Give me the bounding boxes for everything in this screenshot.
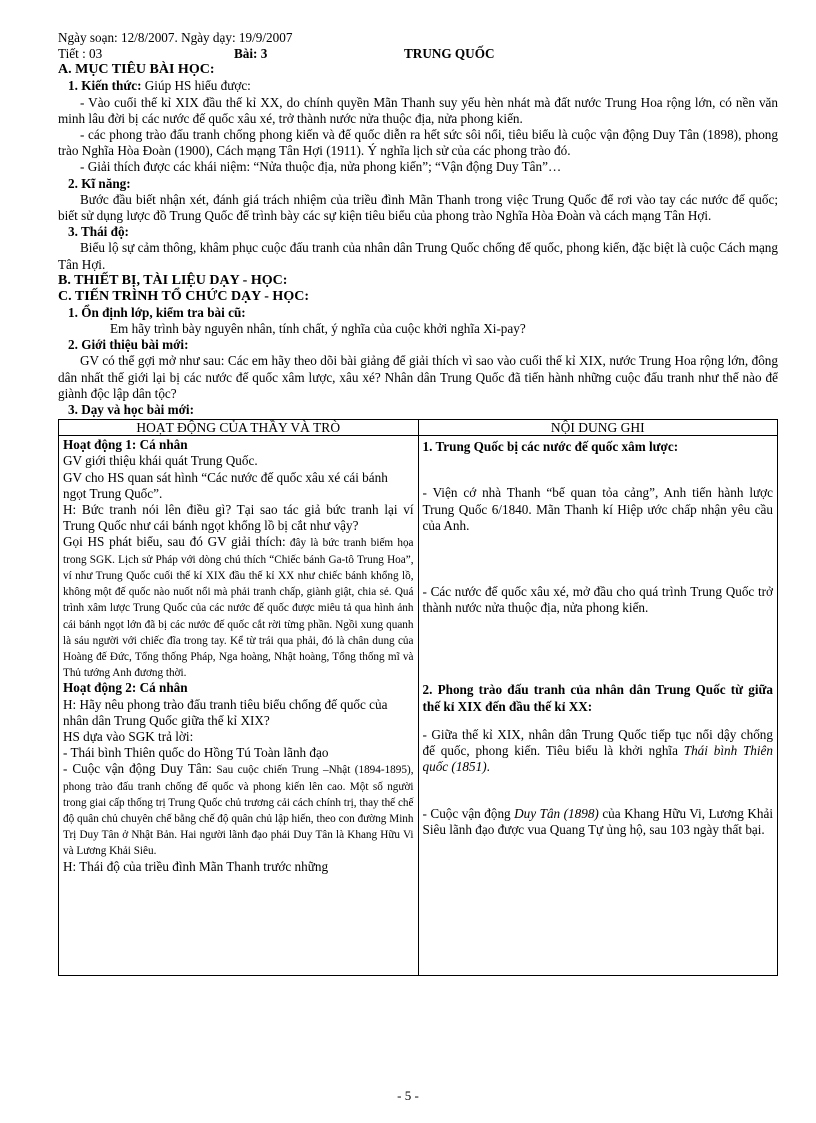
step-1-question: Em hãy trình bày nguyên nhân, tính chất, ý nghĩa của cuộc khởi nghĩa Xi-pay? (110, 321, 526, 337)
activity-2-heading: Hoạt động 2: Cá nhân (63, 680, 188, 696)
step-2-text: GV có thể gợi mở như sau: Các em hãy theo dõi bài giảng để giải thích vì sao vào cuối thế kỉ XIX, nước Trung Hoa rộng lớn, đông dân nhất thế giới lại bị các nước đế quốc xâm lược, xâu xé? Nhân dân Trung Quốc đã tiến hành những cuộc đấu tranh như thế nào để giành độc lập dân tộc? (58, 353, 778, 401)
attitude-text: Biểu lộ sự cảm thông, khâm phục cuộc đấu tranh của nhân dân Trung Quốc chống đế quốc, phong kiến, đặc biệt là cuộc Cách mạng Tân Hợi. (58, 240, 778, 272)
lesson-number: Bài: 3 (234, 46, 268, 62)
activity-question: H: Bức tranh nói lên điều gì? Tại sao tác giả bức tranh lại ví Trung Quốc như cái bánh ngọt khổng lồ bị cắt như vậy? (63, 502, 414, 534)
page-number: - 5 - (397, 1088, 419, 1103)
section-c-heading: C. TIẾN TRÌNH TỔ CHỨC DẠY - HỌC: (58, 288, 309, 304)
step-3-heading: 3. Dạy và học bài mới: (68, 402, 194, 418)
activity-text: - Thái bình Thiên quốc do Hồng Tú Toàn lãnh đạo (63, 745, 329, 761)
activity-text: HS dựa vào SGK trả lời: (63, 728, 194, 744)
activity-question: H: Thái độ của triều đình Mãn Thanh trước những (63, 858, 329, 874)
lesson-table (58, 419, 778, 976)
activity-text: GV cho HS quan sát hình “Các nước đế quốc xâu xé cái bánh ngọt Trung Quốc”. (63, 469, 388, 501)
note-text: - Viện cớ nhà Thanh “bế quan tỏa cảng”, Anh tiến hành lược Trung Quốc 6/1840. Mãn Thanh kí Hiệp ước chấp nhận yêu cầu của Anh. (422, 485, 773, 533)
note-text: - Giữa thế kỉ XIX, nhân dân Trung Quốc tiếp tục nổi dậy chống đế quốc, phong kiến. Tiêu biểu là khởi nghĩa Thái bình Thiên quốc (1851). (422, 726, 773, 775)
activities-cell (59, 436, 419, 976)
notes-cell (418, 436, 778, 976)
lesson-title: TRUNG QUỐC (404, 46, 495, 62)
activity-explanation: Gọi HS phát biểu, sau đó GV giải thích: đây là bức tranh biếm họa trong SGK. Lịch sử Pháp với dòng chú thích “Chiếc bánh Ga-tô Trung Hoa”, ví như Trung Quốc cuối thế kỉ XIX đầu thế kỉ XX như chiếc bánh khổng lồ, không một đế quốc nào nuốt nổi mà phải tranh chấp, giành giật, chia sẻ. Quá trình xâm lược Trung Quốc của các nước đế quốc được miêu tả qua hình ảnh cái bánh ngọt lớn đã bị các nước đế quốc cắt rời từng phần. Ngồi xung quanh là sáu người với chiếc đĩa trong tay. Kể từ trái qua phải, đó là chân dung của Hoàng đế Đức, Tổng thống Pháp, Nga hoàng, Nhật hoàng, Tổng thống mĩ và Thủ tướng Anh đương thời. (63, 534, 414, 680)
attitude-heading: 3. Thái độ: (68, 224, 129, 240)
knowledge-heading: 1. Kiến thức: Giúp HS hiểu được: (68, 78, 251, 94)
knowledge-point-2: - các phong trào đấu tranh chống phong kiến và đế quốc diễn ra hết sức sôi nổi, tiêu biểu là cuộc vận động Duy Tân (1898), phong trào Nghĩa Hòa Đoàn (1900), Cách mạng Tân Hợi (1911). Ý nghĩa lịch sử của các phong trào đó. (58, 127, 778, 159)
column-header-notes: NỘI DUNG GHI (418, 420, 778, 436)
knowledge-point-3: - Giải thích được các khái niệm: “Nửa thuộc địa, nửa phong kiến”; “Vận động Duy Tân”… (80, 159, 562, 175)
section-b-heading: B. THIẾT BỊ, TÀI LIỆU DẠY - HỌC: (58, 272, 288, 288)
step-2-heading: 2. Giới thiệu bài mới: (68, 337, 189, 353)
section-a-heading: A. MỤC TIÊU BÀI HỌC: (58, 62, 215, 78)
step-1-heading: 1. Ổn định lớp, kiểm tra bài cũ: (68, 304, 246, 320)
lesson-period: Tiết : 03 (58, 46, 103, 62)
date-line: Ngày soạn: 12/8/2007. Ngày dạy: 19/9/2007 (58, 30, 293, 45)
lesson-header (58, 46, 778, 62)
note-text: - Các nước đế quốc xâu xé, mở đầu cho quá trình Trung Quốc trở thành nước nửa thuộc địa, nửa phong kiến. (422, 584, 773, 616)
note-text: - Cuộc vận động Duy Tân (1898) của Khang Hữu Vi, Lương Khải Siêu lãnh đạo được vua Quang Tự ủng hộ, sau 103 ngày thất bại. (422, 805, 773, 837)
activity-question: H: Hãy nêu phong trào đấu tranh tiêu biểu chống đế quốc của nhân dân Trung Quốc giữa thế kỉ XIX? (63, 696, 388, 728)
activity-explanation: - Cuộc vận động Duy Tân: Sau cuộc chiến Trung –Nhật (1894-1895), phong trào đấu tranh chống đế quốc và phong kiến lên cao. Một số người trong giai cấp thống trị Trung Quốc chủ trương cải cách chính trị, thay thế chế độ quân chủ chuyên chế bằng chế độ quân chủ lập hiến, theo con đường Minh Trị Duy Tân ở Nhật Bản. Hai người lãnh đạo phái Duy Tân là Khang Hữu Vi và Lương Khải Siêu. (63, 761, 414, 858)
activity-1-heading: Hoạt động 1: Cá nhân (63, 437, 188, 453)
activity-text: GV giới thiệu khái quát Trung Quốc. (63, 453, 258, 469)
column-header-activities: HOẠT ĐỘNG CỦA THẦY VÀ TRÒ (59, 420, 419, 436)
note-heading-2: 2. Phong trào đấu tranh của nhân dân Trung Quốc từ giữa thế kỉ XIX đến đầu thế kỉ XX: (422, 682, 773, 714)
document-page (58, 30, 778, 976)
skills-heading: 2. Kĩ năng: (68, 175, 131, 191)
knowledge-point-1: - Vào cuối thế kỉ XIX đầu thế kỉ XX, do chính quyền Mãn Thanh suy yếu hèn nhát mà đất nước Trung Hoa rộng lớn, có nền văn minh lâu đời bị các nước đế quốc xâu xé, trở thành nước nửa thuộc địa, nửa phong kiến. (58, 94, 778, 126)
skills-text: Bước đầu biết nhận xét, đánh giá trách nhiệm của triều đình Mãn Thanh trong việc Trung Quốc để rơi vào tay các nước đế quốc; biết sử dụng lược đồ Trung Quốc để trình bày các sự kiện tiêu biểu của phong trào Nghĩa Hòa Đoàn và cách mạng Tân Hợi. (58, 191, 778, 224)
note-heading-1: 1. Trung Quốc bị các nước đế quốc xâm lược: (422, 439, 679, 455)
